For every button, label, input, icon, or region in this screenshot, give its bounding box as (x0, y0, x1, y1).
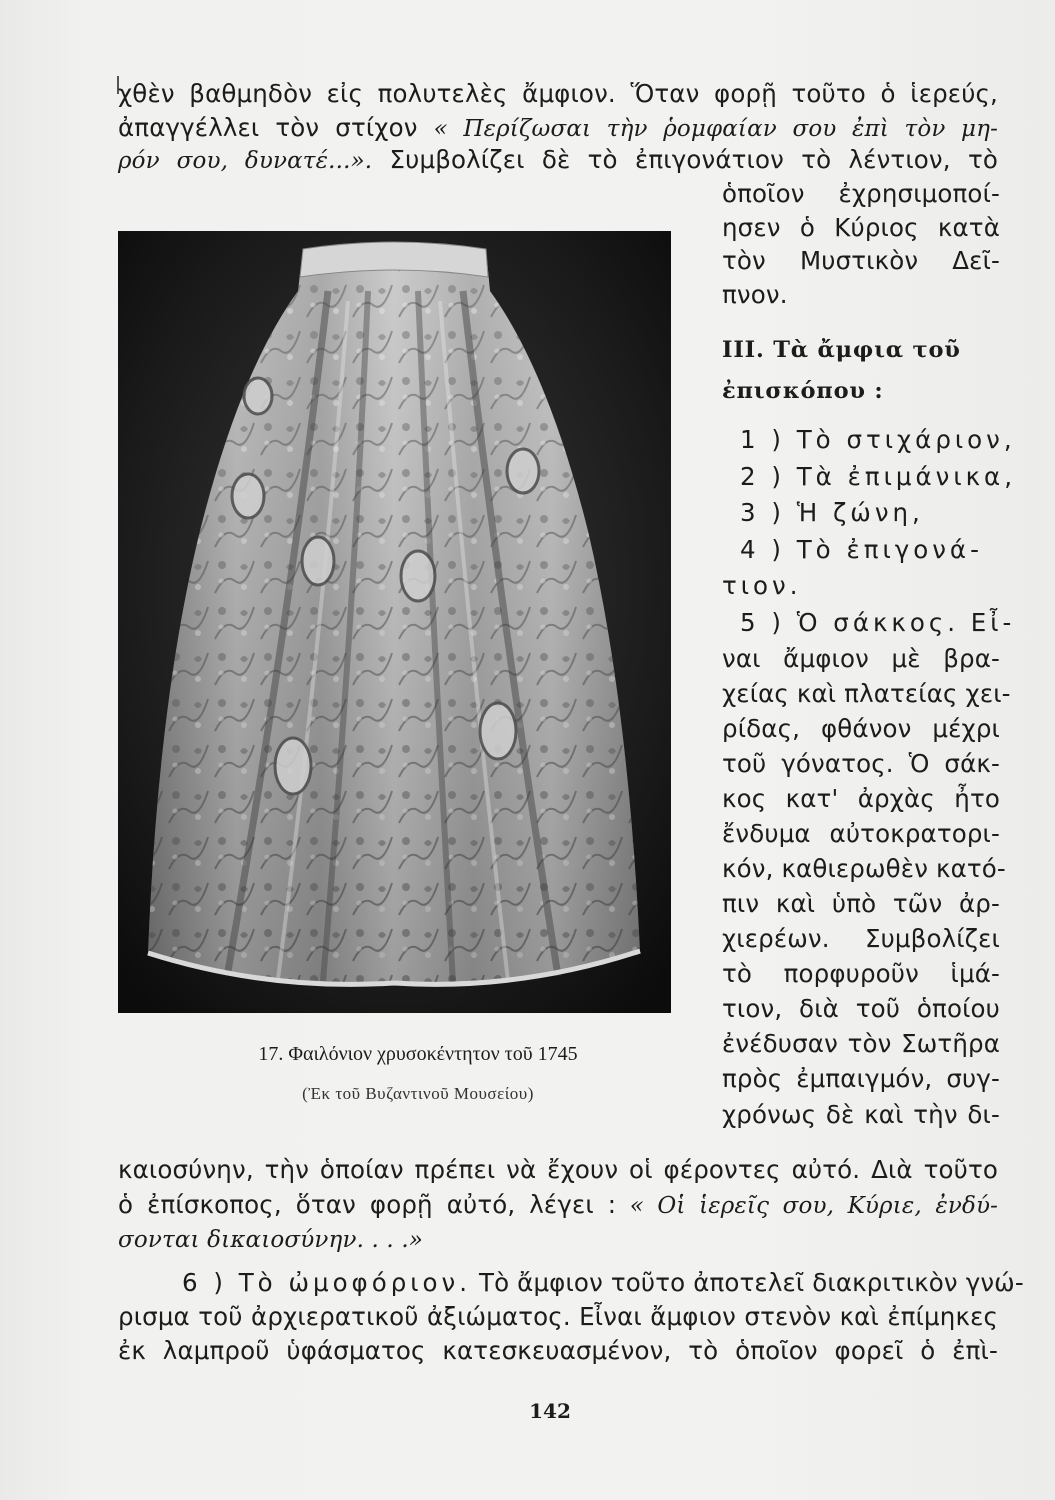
text-line-3 (118, 144, 998, 177)
bottom-line-5: ρισμα τοῦ ἀρχιερατικοῦ ἀξιώματος. Εἶναι ἄμφιον στενὸν καὶ ἐπίμηκες (118, 1302, 998, 1331)
right-body-line-14: χρόνως δὲ καὶ τὴν δι- (722, 1100, 1000, 1129)
figure-caption: 17. Φαιλόνιον χρυσοκέντητον τοῦ 1745 (258, 1043, 578, 1065)
quote-verse-1: « Περίζωσαι τὴν ῥομφαίαν σου ἐπὶ τὸν μη- (433, 116, 999, 142)
right-body-line-9: χιερέων. Συμβολίζει (722, 924, 1000, 953)
right-body-line-2: χείας καὶ πλατείας χει- (722, 679, 1011, 708)
item-6-text: Τὸ ἄμφιον τοῦτο ἀποτελεῖ διακριτικὸν γνώ- (471, 1268, 1024, 1297)
right-body-line-4: τοῦ γόνατος. Ὁ σάκ- (722, 749, 1000, 778)
section-heading-line-2: ἐπισκόπου : (722, 378, 884, 404)
text-line-3-rest: Συμβολίζει δὲ τὸ ἐπιγονάτιον τὸ λέντιον, τὸ (372, 145, 998, 174)
list-item-4: 4 ) Τὸ ἐπιγονά- (740, 535, 983, 564)
bottom-line-2-start: ὁ ἐπίσκοπος, ὅταν φορῇ αὐτό, λέγει : (118, 1190, 617, 1219)
quote-verse-2: « Οἱ ἱερεῖς σου, Κύριε, ἐνδύ- (616, 1193, 999, 1219)
phelonion-photograph (118, 231, 671, 1013)
right-col-line-2: ησεν ὁ Κύριος κατὰ (722, 213, 1000, 242)
right-body-line-12: ἐνέδυσαν τὸν Σωτῆρα (722, 1029, 1000, 1058)
right-col-line-1: ὁποῖον ἐχρησιμοποί- (722, 179, 1000, 208)
right-body-line-5: κος κατ' ἀρχὰς ἦτο (722, 784, 1000, 813)
right-body-line-3: ρίδας, φθάνον μέχρι (722, 714, 1000, 743)
quote-verse-1-end: ρόν σου, δυνατέ...». (118, 148, 373, 174)
right-body-line-10: τὸ πορφυροῦν ἱμά- (722, 959, 1000, 988)
right-body-line-1: ναι ἄμφιον μὲ βρα- (722, 644, 1000, 673)
bottom-line-4 (182, 1267, 1024, 1299)
list-item-1: 1 ) Τὸ στιχάριον, (740, 425, 1016, 454)
bottom-line-1: καιοσύνην, τὴν ὁποίαν πρέπει νὰ ἔχουν οἱ φέροντες αὐτό. Διὰ τοῦτο (118, 1155, 998, 1184)
bottom-line-3 (118, 1223, 998, 1256)
text-line-2-start: ἀπαγγέλλει τὸν στίχον (118, 113, 418, 142)
list-item-2: 2 ) Τὰ ἐπιμάνικα, (740, 462, 1016, 491)
quote-verse-2-end: σονται δικαιοσύνην. . . .» (118, 1227, 424, 1253)
page-number: 142 (529, 1399, 571, 1423)
figure-source: (Ἐκ τοῦ Βυζαντινοῦ Μουσείου) (302, 1084, 534, 1103)
right-body-line-6: ἔνδυμα αὐτοκρατορι- (722, 819, 1000, 848)
text-line-1: χθὲν βαθμηδὸν εἰς πολυτελὲς ἄμφιον. Ὅταν φορῇ τοῦτο ὁ ἱερεύς, (118, 79, 998, 108)
list-item-5: 5 ) Ὁ σάκκος. Εἶ- (740, 608, 1016, 637)
right-col-line-4: πνον. (722, 280, 788, 309)
list-item-4-cont: τιον. (722, 571, 802, 600)
right-body-line-7: κόν, καθιερωθὲν κατό- (722, 854, 1006, 883)
list-item-3: 3 ) Ἡ ζώνη, (740, 498, 924, 527)
bottom-line-2 (118, 1189, 998, 1222)
text-line-2 (118, 112, 998, 145)
right-body-line-13: πρὸς ἐμπαιγμόν, συγ- (722, 1064, 1000, 1093)
section-heading-line-1: III. Τὰ ἄμφια τοῦ (722, 337, 961, 363)
item-6-label: 6 ) Τὸ ὠμοφόριον. (182, 1268, 472, 1297)
right-body-line-8: πιν καὶ ὑπὸ τῶν ἀρ- (722, 889, 1000, 918)
right-body-line-11: τιον, διὰ τοῦ ὁποίου (722, 994, 1000, 1023)
right-col-line-3: τὸν Μυστικὸν Δεῖ- (722, 246, 1000, 275)
bottom-line-6: ἐκ λαμπροῦ ὑφάσματος κατεσκευασμένον, τὸ ὁποῖον φορεῖ ὁ ἐπὶ- (118, 1336, 998, 1365)
phelonion-image (118, 231, 671, 1013)
